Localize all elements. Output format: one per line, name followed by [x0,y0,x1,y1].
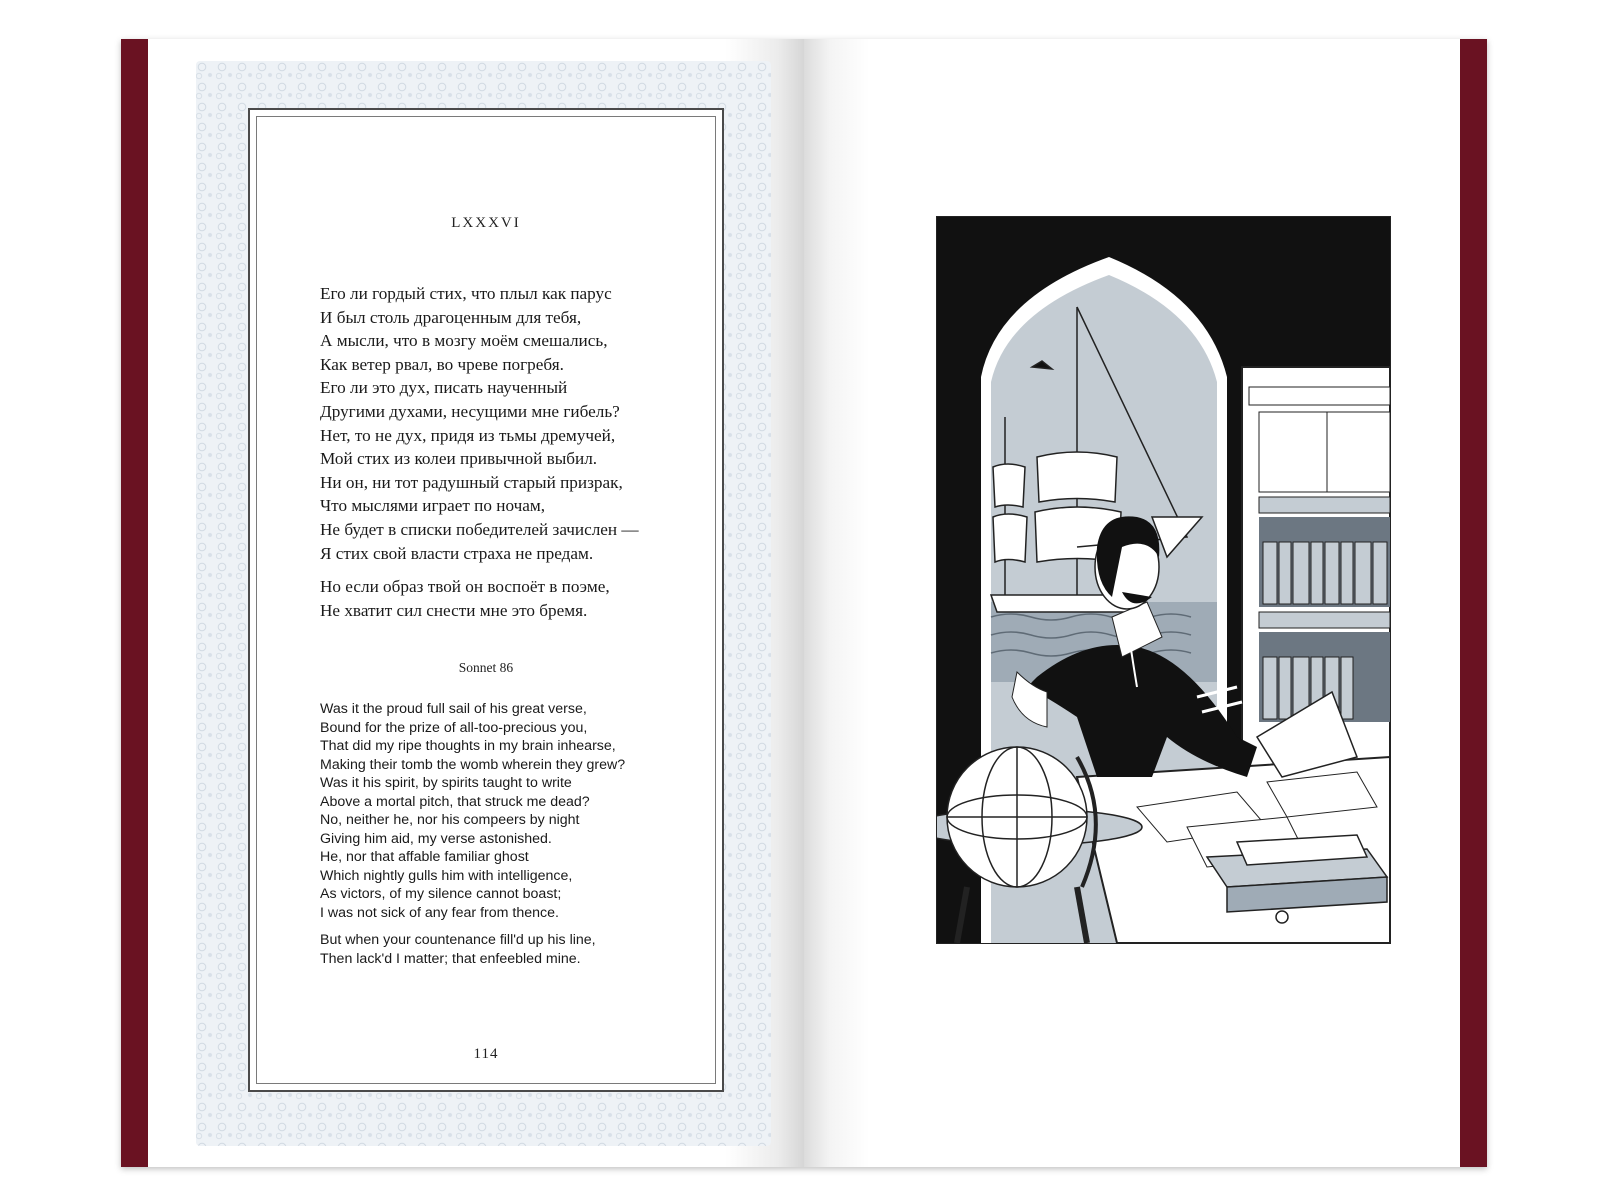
russian-line: Его ли это дух, писать наученный [320,378,568,398]
english-line: Above a mortal pitch, that struck me dead? [320,793,590,810]
page-number: 114 [473,1046,499,1062]
poet-illustration [936,216,1391,944]
text-frame [248,108,724,1092]
poet-at-desk-image [937,217,1390,943]
russian-line: Его ли гордый стих, что плыл как парус [320,284,612,303]
english-line: Making their tomb the womb wherein they grew? [320,756,626,773]
english-line: Was it the proud full sail of his great verse, [320,701,587,717]
english-line: Bound for the prize of all-too-precious you, [320,719,588,736]
english-couplet [320,931,720,968]
english-line: Was it his spirit, by spirits taught to write [320,775,572,791]
english-line: Which nightly gulls him with intelligence, [320,867,573,884]
english-line: As victors, of my silence cannot boast; [320,886,562,902]
right-page [804,39,1460,1167]
russian-line: Я стих свой власти страха не предам. [320,543,594,563]
russian-couplet [320,575,720,622]
english-stanza [320,700,720,922]
english-line: He, nor that affable familiar ghost [320,849,529,865]
open-book [121,39,1487,1167]
english-line: Giving him aid, my verse astonished. [320,830,552,847]
russian-line: Ни он, ни тот радушный старый призрак, [320,472,623,492]
russian-line: И был столь драгоценным для тебя, [320,307,582,327]
english-original [320,700,720,968]
russian-line: А мысли, что в мозгу моём смешались, [320,331,608,351]
english-line: I was not sick of any fear from thence. [320,904,559,921]
russian-line: Как ветер рвал, во чреве погребя. [320,354,564,374]
russian-line: Не будет в списки победителей зачислен — [320,519,639,539]
russian-line: Но если образ твой он воспоёт в поэме, [320,577,610,597]
russian-stanza [320,282,720,565]
russian-translation [320,282,720,622]
russian-line: Нет, то не дух, придя из тьмы дремучей, [320,425,616,445]
english-title: Sonnet 86 [458,660,514,675]
left-page [148,39,804,1167]
english-line: Then lack'd I matter; that enfeebled mine. [320,950,581,967]
russian-line: Не хватит сил снести мне это бремя. [320,600,588,620]
english-line: No, neither he, nor his compeers by night [320,812,580,828]
russian-line: Мой стих из колеи привычной выбил. [320,449,598,469]
english-line: That did my ripe thoughts in my brain inhearse, [320,738,616,754]
sonnet-number: LXXXVI [451,215,521,231]
russian-line: Что мыслями играет по ночам, [320,496,546,516]
russian-line: Другими духами, несущими мне гибель? [320,401,620,421]
english-line: But when your countenance fill'd up his line, [320,932,596,948]
